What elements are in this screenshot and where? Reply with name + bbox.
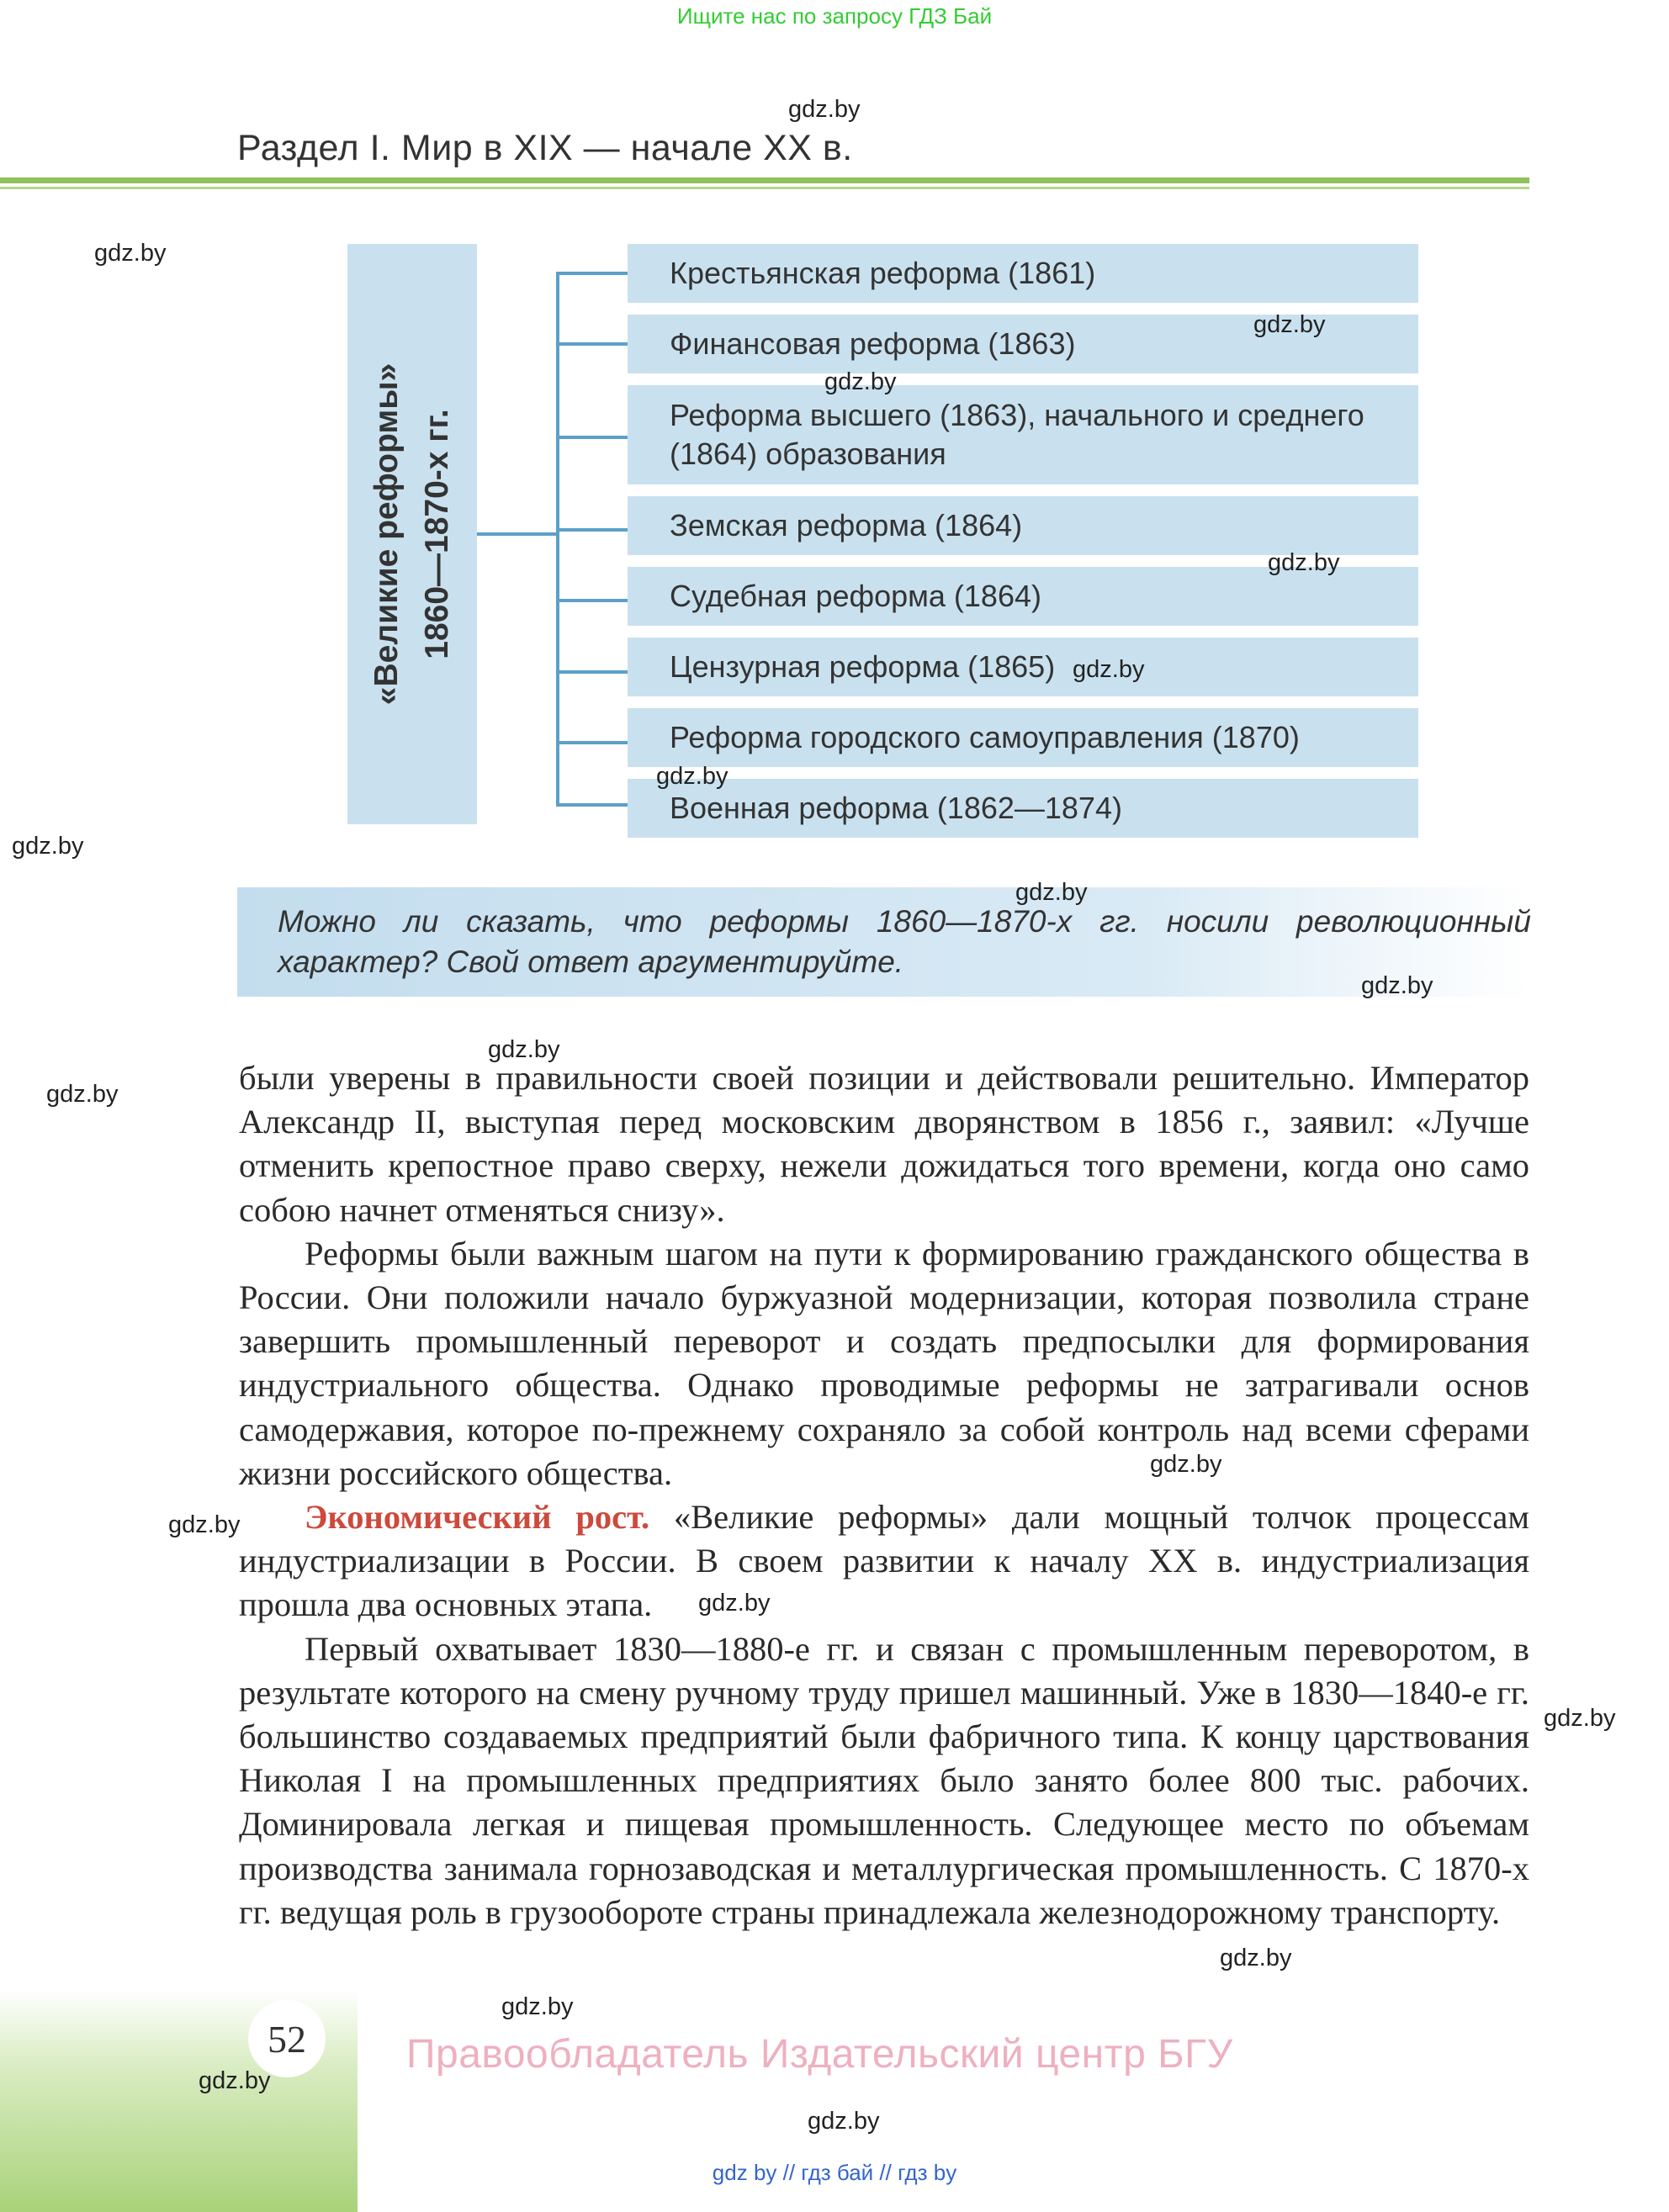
reforms-label: [362, 265, 463, 803]
connector-main: [477, 532, 558, 536]
reform-item-peasant: Крестьянская реформа (1861): [628, 244, 1418, 303]
reform-item-education: Реформа высшего (1863), начального и среднего (1864) образования: [628, 385, 1418, 484]
connector-branch: [556, 436, 628, 439]
paragraph: Первый охватывает 1830—1880-е гг. и связан с промышленным переворотом, в результате которого на смену ручному труду пришел машинный. Уже в 1830—1840-е гг. большинство создаваемых предприятий были фабричного типа. К концу царствования Николая I на промышленных предприятиях было занято более 800 тыс. рабочих. Доминировала легкая и пищевая промышленность. Следующее место по объемам производства занимала горнозаводская и металлургическая промышленность. С 1870-х гг. ведущая роль в грузообороте страны принадлежала железнодорожному транспорту.: [239, 1629, 1529, 1931]
header-rule-thin: [0, 187, 1529, 189]
reform-item-judicial: Судебная реформа (1864): [628, 567, 1418, 626]
connector-branch: [556, 599, 628, 602]
paragraph: были уверены в правильности своей позиции и действовали решительно. Император Александр II, выступая перед московским дворянством в 1856 г., заявил: «Лучше отменить крепостное право сверху, нежели дожидаться того времени, когда оно само собою начнет отменяться снизу».: [239, 1059, 1529, 1229]
header-rule: [0, 177, 1529, 183]
reform-item-financial: Финансовая реформа (1863): [628, 315, 1418, 373]
copyright: Правообладатель Издательский центр БГУ: [406, 2032, 1233, 2077]
watermark: gdz.by: [12, 833, 84, 860]
reform-item-zemstvo: Земская реформа (1864): [628, 496, 1418, 555]
connector-branch: [556, 670, 628, 674]
watermark: gdz.by: [788, 96, 861, 123]
page-number: 52: [248, 2000, 326, 2077]
section-title: Раздел I. Мир в XIX — начале XX в.: [237, 128, 853, 168]
reform-item-military: Военная реформа (1862—1874): [628, 779, 1418, 838]
watermark: gdz.by: [168, 1511, 241, 1538]
connector-branch: [556, 272, 628, 275]
watermark: gdz.by: [1015, 879, 1088, 906]
watermark: gdz.by: [1544, 1705, 1616, 1732]
reform-item-censorship: Цензурная реформа (1865): [628, 638, 1418, 696]
watermark: gdz.by: [94, 240, 167, 267]
connector-branch: [556, 342, 628, 346]
paragraph: Реформы были важным шагом на пути к формированию гражданского общества в России. Они положили начало буржуазной модернизации, которая позволила стране завершить промышленный переворот и создать предпосылки для формирования индустриального общества. Однако проводимые реформы не затрагивали основ самодержавия, которое по-прежнему сохраняло за собой контроль над всеми сферами жизни российского общества.: [239, 1234, 1529, 1492]
top-note: Ищите нас по запросу ГДЗ Бай: [676, 3, 993, 29]
watermark: gdz.by: [824, 368, 897, 395]
watermark: gdz.by: [1150, 1451, 1222, 1478]
subheading: Экономический рост.: [305, 1498, 650, 1537]
question-text: Можно ли сказать, что реформы 1860—1870-х гг. носили революционный характер? Свой ответ аргументируйте.: [278, 904, 1531, 979]
watermark: gdz.by: [1268, 549, 1340, 576]
watermark: gdz.by: [199, 2067, 271, 2094]
watermark: gdz.by: [488, 1036, 560, 1063]
watermark: gdz.by: [501, 1993, 574, 2020]
body-text: [239, 1056, 1529, 1934]
connector-branch: [556, 528, 628, 532]
watermark: gdz.by: [808, 2108, 880, 2135]
bottom-links[interactable]: gdz by // гдз бай // гдз by: [712, 2160, 957, 2185]
watermark: gdz.by: [698, 1590, 771, 1617]
reform-item-city: Реформа городского самоуправления (1870): [628, 708, 1418, 767]
reforms-label-period: 1860—1870-х гг.: [419, 409, 455, 659]
connector-spine: [556, 272, 559, 807]
watermark: gdz.by: [1073, 656, 1145, 683]
paragraph-text: «Великие реформы» дали мощный толчок процессам индустриализации в России. В своем развитии к началу XX в. индустриализация прошла два основных этапа.: [239, 1498, 1529, 1624]
connector-branch: [556, 741, 628, 744]
watermark: gdz.by: [1253, 311, 1326, 338]
watermark: gdz.by: [656, 763, 729, 790]
paragraph: [239, 1495, 1529, 1627]
watermark: gdz.by: [46, 1081, 119, 1108]
watermark: gdz.by: [1361, 972, 1433, 999]
watermark: gdz.by: [1220, 1945, 1292, 1971]
connector-branch: [556, 803, 628, 807]
reforms-label-title: «Великие реформы»: [368, 362, 405, 706]
